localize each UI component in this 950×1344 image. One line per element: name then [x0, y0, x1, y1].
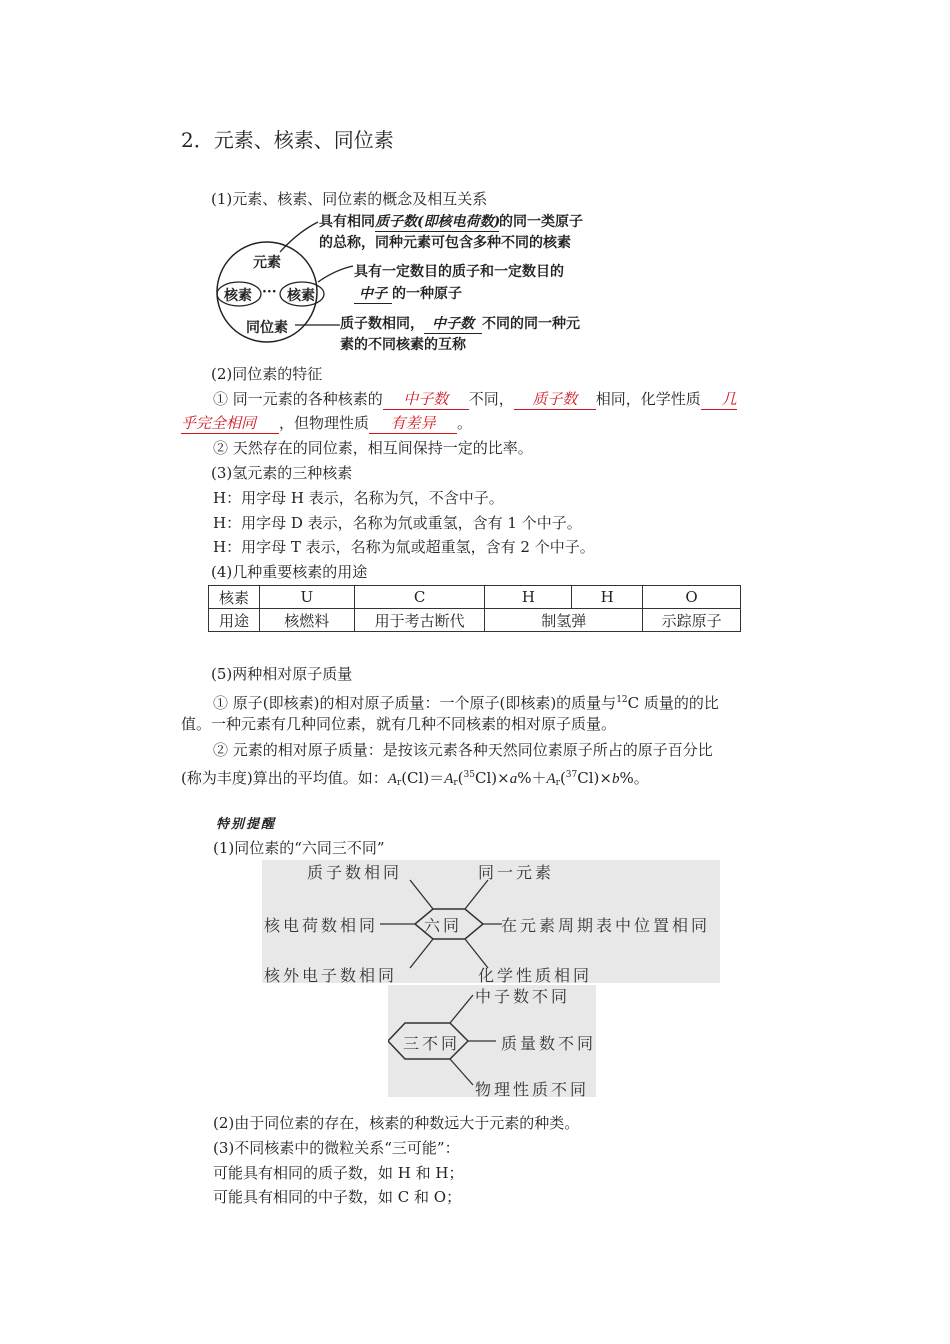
six-same-line — [465, 880, 488, 909]
diagram-pointer-nuclide — [318, 266, 353, 282]
nuclide-definition-line2: 中子 的一种原子 — [354, 283, 462, 304]
sec5-line2: 值。一种元素有几种同位素，就有几种不同核素的相对原子质量。 — [181, 715, 617, 733]
table-cell: H — [572, 586, 643, 609]
diagram-dots: ··· — [262, 284, 277, 300]
sec4-label: (4)几种重要核素的用途 — [211, 563, 368, 581]
three-different-line — [450, 1059, 473, 1085]
element-definition-line1: 具有相同质子数(即核电荷数)的同一类原子 — [319, 211, 583, 232]
three-different-top: 中子数不同 — [475, 987, 571, 1006]
table-cell: 用于考古断代 — [354, 609, 485, 632]
isotope-definition-line1: 质子数相同， 中子数 不同的同一种元 — [340, 313, 580, 334]
sec2-line3: ② 天然存在的同位素，相互间保持一定的比率。 — [213, 439, 533, 457]
table-row — [209, 609, 741, 632]
sec5-line3: ② 元素的相对原子质量：是按该元素各种天然同位素原子所占的原子百分比 — [213, 741, 713, 759]
sec5-line1: ① 原子(即核素)的相对原子质量：一个原子(即核素)的质量与$^{12}$C 质量的的比 — [213, 694, 719, 712]
six-same-middle-left: 核电荷数相同 — [264, 916, 379, 935]
sec2-line1: ① 同一元素的各种核素的 中子数 不同， 质子数 相同，化学性质 几 — [213, 390, 737, 408]
three-different-bottom: 物理性质不同 — [475, 1080, 590, 1099]
diagram-element-label: 元素 — [253, 255, 281, 271]
isotope-definition-line2: 素的不同核素的互称 — [340, 337, 466, 353]
nuclide-uses-table — [208, 585, 741, 632]
hydrogen-tritium: H：用字母 T 表示，名称为氚或超重氢，含有 2 个中子。 — [213, 538, 595, 556]
hydrogen-protium: H：用字母 H 表示，名称为氕，不含中子。 — [213, 489, 504, 507]
six-same-line — [410, 939, 433, 968]
diagram-nuclide-left: 核素 — [224, 288, 252, 304]
sec2-label: (2)同位素的特征 — [211, 365, 323, 383]
table-row — [209, 586, 741, 609]
six-same-middle-right: 在元素周期表中位置相同 — [501, 916, 711, 935]
six-same-bottom-left: 核外电子数相同 — [264, 966, 398, 985]
tip-label: 特别提醒 — [216, 817, 277, 832]
tip-point1: (1)同位素的“六同三不同” — [213, 839, 385, 857]
sec2-line2: 乎完全相同 ，但物理性质 有差异 。 — [181, 414, 473, 432]
six-same-top-right: 同一元素 — [478, 863, 555, 882]
three-different-line — [450, 995, 473, 1023]
diagram-nuclide-right: 核素 — [287, 288, 315, 304]
sec3-label: (3)氢元素的三种核素 — [211, 464, 353, 482]
diagram-pointer-element — [280, 222, 318, 252]
three-different-middle: 质量数不同 — [501, 1034, 597, 1053]
six-same-center: 六同 — [424, 916, 463, 935]
six-same-line — [410, 880, 433, 909]
table-cell: 制氢弹 — [485, 609, 643, 632]
tip-point5: 可能具有相同的中子数，如 C 和 O； — [213, 1188, 462, 1206]
sec5-label: (5)两种相对原子质量 — [211, 665, 353, 683]
table-cell: H — [485, 586, 572, 609]
table-cell: 核素 — [209, 586, 260, 609]
table-cell: 示踪原子 — [643, 609, 741, 632]
table-cell: O — [643, 586, 741, 609]
nuclide-definition-line1: 具有一定数目的质子和一定数目的 — [354, 264, 564, 280]
table-cell: U — [259, 586, 354, 609]
tip-point3: (3)不同核素中的微粒关系“三可能”： — [213, 1139, 460, 1157]
sec1-label: (1)元素、核素、同位素的概念及相互关系 — [211, 190, 488, 208]
element-definition-line2: 的总称，同种元素可包含多种不同的核素 — [319, 235, 571, 251]
table-cell: C — [354, 586, 485, 609]
six-same-bottom-right: 化学性质相同 — [478, 966, 593, 985]
table-cell: 用途 — [209, 609, 260, 632]
sec5-line4-formula: (称为丰度)算出的平均值。如：$A_r(Cl)=A_r(^{35}Cl)\times a\%+A_r(^{37}Cl)\times b\%$。 — [181, 769, 649, 788]
table-cell: 核燃料 — [259, 609, 354, 632]
section-heading: 2．元素、核素、同位素 — [181, 128, 394, 152]
six-same-top-left: 质子数相同 — [307, 863, 403, 882]
three-different-center: 三不同 — [403, 1034, 461, 1053]
diagram-isotope-label: 同位素 — [246, 320, 288, 336]
hydrogen-deuterium: H：用字母 D 表示，名称为氘或重氢，含有 1 个中子。 — [213, 514, 582, 532]
tip-point2: (2)由于同位素的存在，核素的种数远大于元素的种类。 — [213, 1114, 580, 1132]
tip-point4: 可能具有相同的质子数，如 H 和 H； — [213, 1164, 464, 1182]
